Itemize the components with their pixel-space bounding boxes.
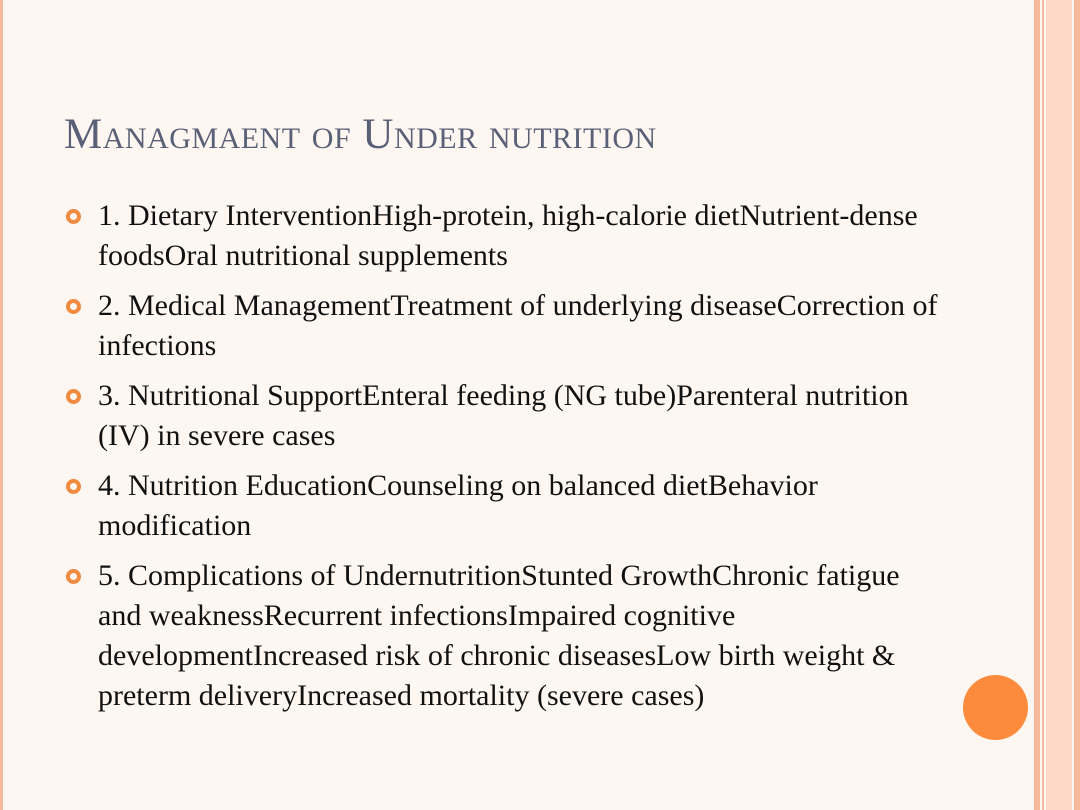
slide-title: Managmaent of Under nutrition	[64, 111, 657, 158]
bullet-text: 5. Complications of UndernutritionStunted GrowthChronic fatigue and weaknessRecurrent infectionsImpaired cognitive developmentIncreased risk of chronic diseasesLow birth weight & preterm deliveryIncreased mortality (severe cases)	[98, 559, 900, 712]
bullet-text: 3. Nutritional SupportEnteral feeding (NG tube)Parenteral nutrition (IV) in severe cases	[98, 379, 909, 452]
accent-circle-decoration	[963, 675, 1028, 740]
bullet-item	[64, 466, 944, 546]
circle-bullet-icon	[66, 299, 81, 314]
bullet-text: 1. Dietary InterventionHigh-protein, high-calorie dietNutrient-dense foodsOral nutritional supplements	[98, 199, 918, 272]
circle-bullet-icon	[66, 209, 81, 224]
left-border-decoration	[0, 0, 9, 810]
circle-bullet-icon	[66, 569, 81, 584]
bullet-text: 2. Medical ManagementTreatment of underlying diseaseCorrection of infections	[98, 289, 938, 362]
circle-bullet-icon	[66, 479, 81, 494]
bullet-item	[64, 556, 944, 716]
bullet-list	[64, 196, 944, 726]
bullet-item	[64, 286, 944, 366]
right-border-decoration	[1034, 0, 1080, 810]
bullet-item	[64, 376, 944, 456]
bullet-text: 4. Nutrition EducationCounseling on balanced dietBehavior modification	[98, 469, 818, 542]
circle-bullet-icon	[66, 389, 81, 404]
bullet-item	[64, 196, 944, 276]
